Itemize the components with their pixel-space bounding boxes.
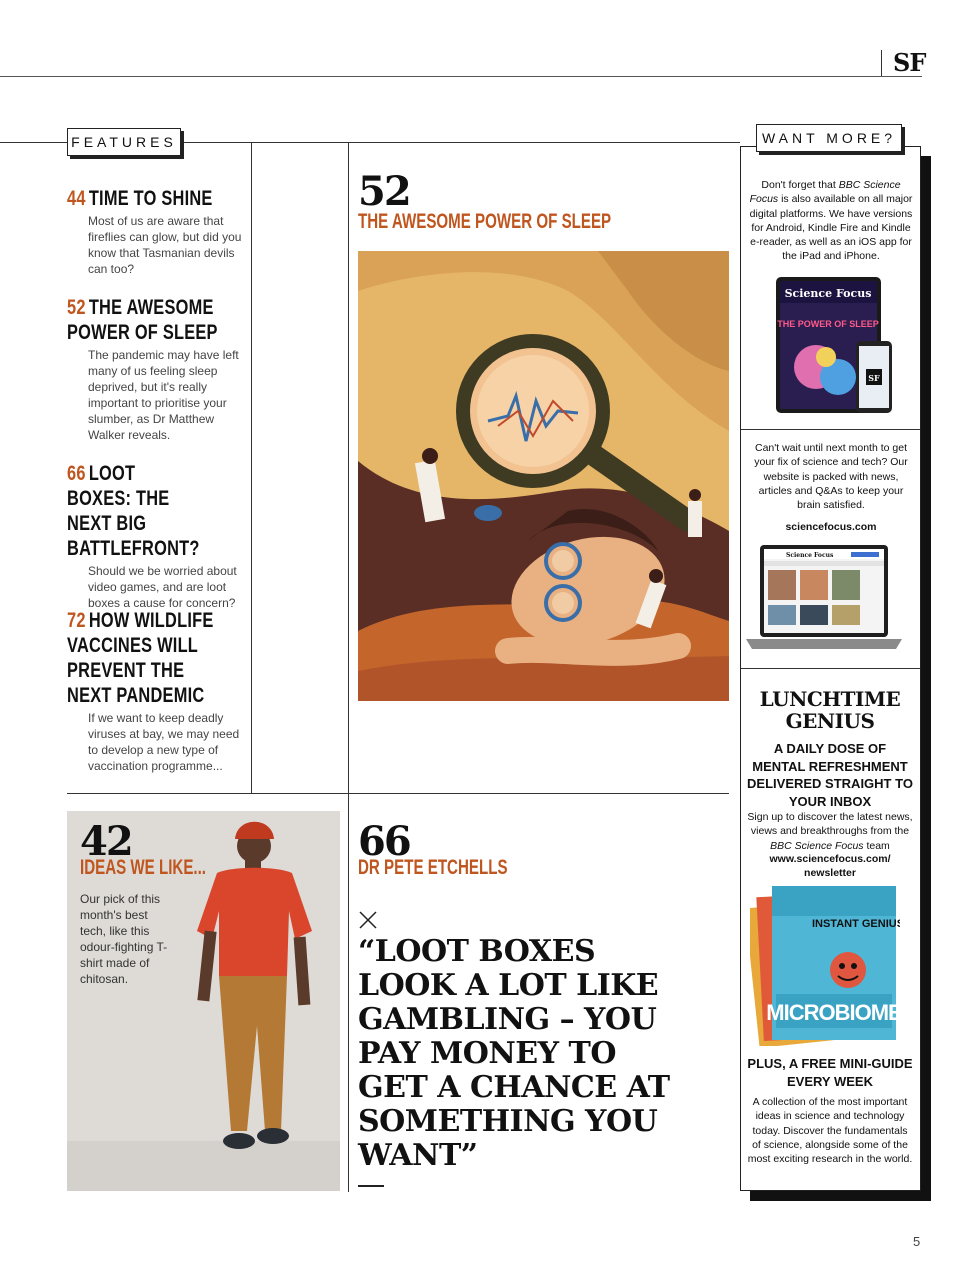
page-number: 5	[913, 1234, 921, 1249]
mini-guide-image[interactable]	[750, 882, 900, 1046]
sf-logo: SF	[893, 48, 926, 77]
guide-cover-top: INSTANT GENIUS	[811, 918, 900, 930]
apps-text: Don't forget that BBC Science Focus is also available on all major digital platforms. We have versions for Android, Kindle Fire and Kindle e-reader, as well as an iOS app for the iPad and iPhone.	[749, 179, 913, 263]
guide-cover-main: MICROBIOME	[766, 1000, 900, 1025]
column-rule-left	[251, 142, 252, 793]
pull-quote: “LOOT BOXES LOOK A LOT LIKE GAMBLING – YOU PAY MONEY TO GET A CHANCE AT SOMETHING YOU WANT”	[358, 934, 670, 1173]
feature-page-number: 72	[67, 609, 86, 632]
feature-title: THE AWESOME POWER OF SLEEP	[67, 296, 218, 344]
feature-title: LOOT BOXES: THE NEXT BIG BATTLEFRONT?	[67, 462, 200, 560]
feature-item[interactable]	[67, 295, 247, 443]
tablet-phone-art	[776, 277, 894, 417]
column-page-number: 66	[358, 818, 410, 865]
laptop-art	[746, 545, 902, 653]
website-link[interactable]: sciencefocus.com	[785, 521, 877, 533]
newsletter-subtitle: A DAILY DOSE OF MENTAL REFRESHMENT DELIVERED STRAIGHT TO YOUR INBOX	[747, 741, 913, 809]
sleep-illustration-art	[358, 251, 729, 701]
feature-title: TIME TO SHINE	[88, 187, 213, 210]
phone-logo: SF	[868, 373, 880, 383]
laptop-masthead: Science Focus	[786, 552, 834, 559]
feature-description: Should we be worried about video games, and are loot boxes a cause for concern?	[88, 564, 237, 610]
guide-text: A collection of the most important ideas in science and technology today. Discover the fundamentals of science, alongside some of the most exciting research in the world.	[747, 1096, 913, 1166]
tablet-cover-line: THE POWER OF SLEEP	[777, 319, 879, 329]
feature-page-number: 66	[67, 462, 86, 485]
feature-item[interactable]	[67, 461, 247, 611]
cross-icon	[358, 910, 378, 930]
sidebar-rule	[741, 668, 920, 669]
guide-title: PLUS, A FREE MINI-GUIDE EVERY WEEK	[747, 1056, 913, 1089]
ideas-description: Our pick of this month's best tech, like this odour-fighting T-shirt made of chitosan.	[80, 892, 168, 986]
newsletter-title: LUNCHTIME GENIUS	[759, 687, 901, 733]
website-text: Can't wait until next month to get your fix of science and tech? Our website is packed with news, articles and Q&As to keep your brain satisfied.	[754, 442, 908, 512]
want-more-label: WANT MORE?	[756, 124, 902, 152]
laptop-image[interactable]	[746, 545, 902, 653]
sleep-illustration[interactable]	[358, 251, 729, 701]
sidebar-rule	[741, 429, 920, 430]
tablet-masthead: Science Focus	[784, 287, 872, 300]
newsletter-link[interactable]: www.sciencefocus.com/ newsletter	[769, 853, 891, 880]
feature-description: The pandemic may have left many of us feeling sleep deprived, but it's really important to prioritise your slumber, as Dr Matthew Walker reveals.	[88, 348, 239, 442]
feature-title: HOW WILDLIFE VACCINES WILL PREVENT THE NEXT PANDEMIC	[67, 609, 214, 707]
feature-description: If we want to keep deadly viruses at bay, we may need to develop a new type of vaccination programme...	[88, 711, 240, 773]
section-rule	[67, 793, 729, 794]
feature-page-number: 44	[67, 187, 86, 210]
features-label: FEATURES	[67, 128, 181, 156]
logo-separator	[881, 50, 882, 76]
header-rule	[0, 76, 922, 77]
lead-page-number: 52	[358, 168, 410, 215]
ideas-page-number: 42	[80, 818, 132, 865]
mini-guide-art	[750, 882, 900, 1046]
quote-end-rule	[358, 1185, 384, 1187]
feature-item[interactable]	[67, 608, 247, 774]
newsletter-text: Sign up to discover the latest news, views and breakthroughs from the BBC Science Focus team	[747, 811, 913, 852]
feature-item[interactable]	[67, 186, 247, 277]
column-title[interactable]: DR PETE ETCHELLS	[358, 856, 508, 879]
tablet-phone-image[interactable]	[776, 277, 894, 417]
column-rule-center	[348, 142, 349, 1192]
lead-title[interactable]: THE AWESOME POWER OF SLEEP	[358, 210, 612, 233]
ideas-title[interactable]: IDEAS WE LIKE...	[80, 856, 207, 879]
feature-page-number: 52	[67, 296, 86, 319]
feature-description: Most of us are aware that fireflies can glow, but did you know that Tasmanian devils can too?	[88, 214, 242, 276]
